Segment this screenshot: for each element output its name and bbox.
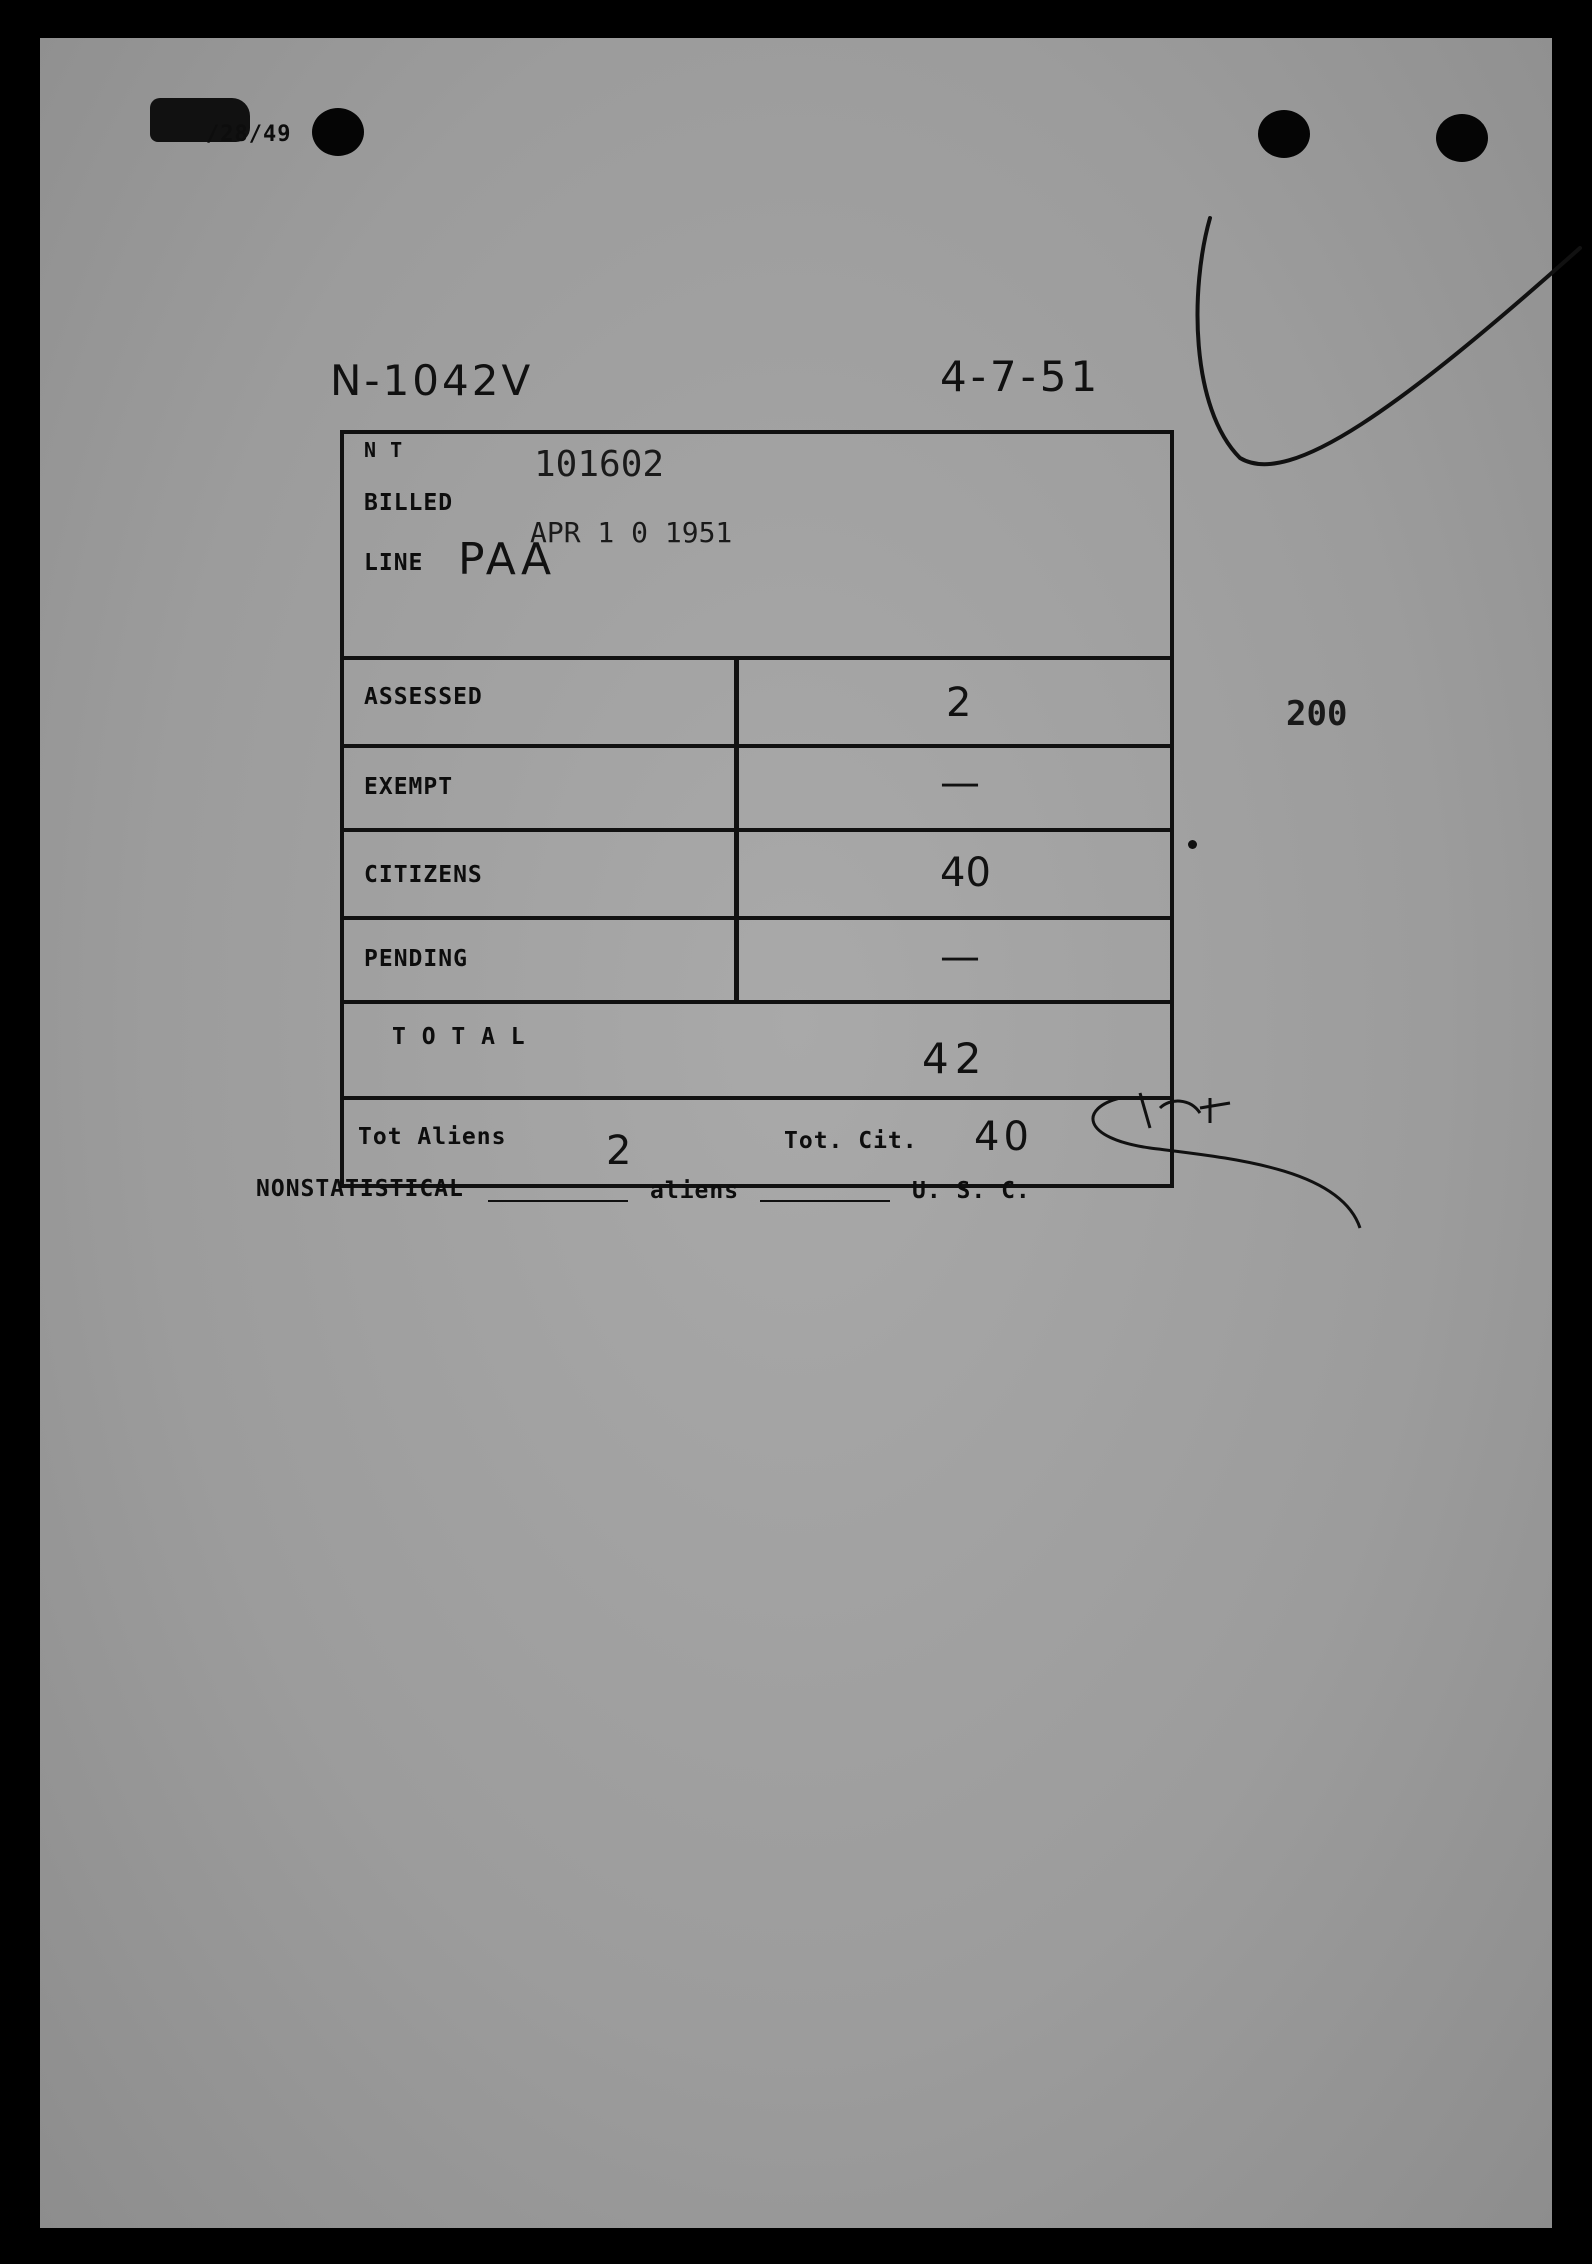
form-number: N-1042V: [330, 356, 534, 405]
exempt-label: EXEMPT: [364, 774, 454, 800]
nt-label: N T: [364, 438, 404, 462]
row-divider: [344, 1096, 1170, 1100]
document-page: [40, 38, 1552, 2228]
margin-number: 200: [1286, 694, 1348, 734]
line-label: LINE: [364, 550, 424, 576]
line-value: PAA: [458, 534, 556, 585]
punch-hole-right-2: [1436, 114, 1488, 162]
pending-label: PENDING: [364, 946, 468, 972]
row-divider: [344, 1000, 1170, 1004]
aliens-label: aliens: [650, 1178, 740, 1204]
usc-label: U. S. C.: [912, 1178, 1031, 1204]
citizens-label: CITIZENS: [364, 862, 483, 888]
nt-number: 101602: [534, 444, 665, 485]
bleed-through-text: [170, 1278, 183, 1303]
tot-aliens-label: Tot Aliens: [358, 1124, 507, 1150]
punch-hole-left: [312, 108, 364, 156]
billed-label: BILLED: [364, 490, 454, 516]
total-value: 42: [922, 1034, 988, 1083]
aliens-blank: [760, 1200, 890, 1202]
nonstatistical-blank: [488, 1200, 628, 1202]
nonstatistical-label: NONSTATISTICAL: [256, 1176, 464, 1202]
pending-value: —: [940, 934, 980, 980]
row-divider: [344, 828, 1170, 832]
form-box: [340, 430, 1174, 1188]
row-divider: [344, 744, 1170, 748]
handwritten-date: 4-7-51: [940, 352, 1102, 401]
exempt-value: —: [940, 760, 980, 806]
total-label: T O T A L: [392, 1024, 526, 1050]
column-divider: [734, 656, 739, 1000]
row-divider: [344, 656, 1170, 660]
tot-aliens-value: 2: [606, 1128, 632, 1174]
punch-hole-right-1: [1258, 110, 1310, 158]
assessed-label: ASSESSED: [364, 684, 483, 710]
row-divider: [344, 916, 1170, 920]
file-reference: /28/49: [206, 122, 292, 147]
check-mark: [1180, 208, 1592, 488]
ink-dot: [1188, 840, 1197, 849]
billed-date-stamp: APR 1 0 1951: [530, 516, 733, 549]
assessed-value: 2: [946, 680, 972, 726]
tot-cit-label: Tot. Cit.: [784, 1128, 918, 1154]
tot-cit-value: 40: [974, 1114, 1033, 1160]
citizens-value: 40: [940, 850, 991, 896]
initials-scribble: [1060, 1078, 1390, 1228]
